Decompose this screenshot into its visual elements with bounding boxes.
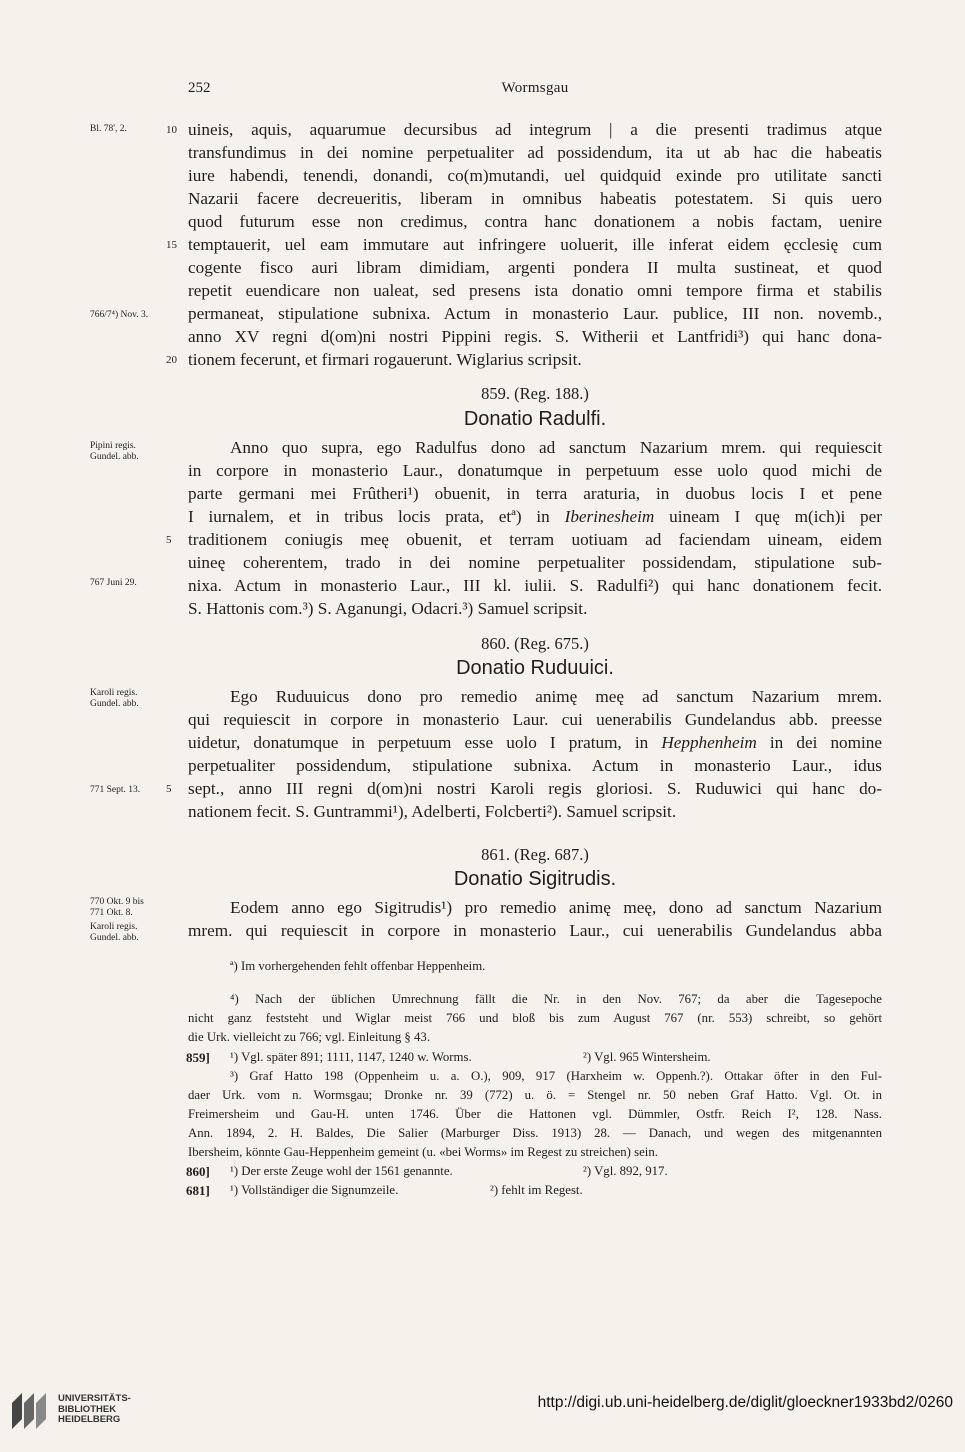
footnote: ³) Graf Hatto 198 (Oppenheim u. a. O.), 909, 917 (Harxheim w. Oppenh.?). Ottakar öfter in den Ful-	[230, 1069, 882, 1083]
text-line: S. Hattonis com.³) S. Aganungi, Odacri.³) Samuel scripsit.	[188, 599, 588, 618]
footnote: Freimersheim und Gau-H. unten 1746. Über die Hattonen vgl. Dümmler, Ostfr. Reich I², 128. Nass.	[188, 1107, 882, 1121]
section-title: Donatio Radulfi.	[463, 408, 607, 430]
text-line: anno XV regni d(om)ni nostri Pippini regis. S. Witherii et Lantfridi³) qui hanc dona-	[188, 327, 882, 346]
text-line: I iurnalem, et in tribus locis prata, etª) in Iberinesheim uineam I quę m(ich)i per	[188, 507, 883, 526]
text-line: in corpore in monasterio Laur., donatumque in perpetuum esse uolo quod michi de	[188, 461, 882, 480]
running-title: Wormsgau	[501, 80, 569, 96]
line-number: 10	[166, 124, 177, 136]
margin-note: Gundel. abb.	[90, 933, 139, 943]
margin-note: Pipini regis.	[90, 441, 136, 451]
text-line: nixa. Actum in monasterio Laur., III kl. iulii. S. Radulfi²) qui hanc donationem fecit.	[188, 576, 882, 595]
text-line: Nazarii facere decreueritis, liberam in omnibus habeatis potestatem. Si quis uero	[188, 189, 882, 208]
line-number: 5	[166, 783, 172, 795]
document-page: 252 Wormsgau Bl. 78', 2. 766/7⁴) Nov. 3. Pipini regis. Gundel. abb. 767 Juni 29. Karoli regis. Gundel. abb. 771 Sept. 13. 770 Okt. 9 bis 771 Okt. 8. Karoli regis. Gundel. abb. 10 uineis, aquis, aquarumue decursibus ad integrum | a die presenti tradimus atque transfundimus in dei nomine perpetualiter ad possidendum, ita ut ab hac die habeatis iure habendi, tenendi, donandi, co(m)mutandi, uel quidquid exinde pro utilitate sancti Nazarii facere decreueritis, liberam in omnibus habeatis potestatem. Si quis uero quod futurum esse non credimus, contra hanc donationem a nobis factam, uenire 15 temptauerit, uel eam immutare aut infringere uoluerit, ille inferat eidem ęcclesię cum cogente fisco auri libram dimidiam, argenti pondera II multa sustineat, et quod repetit euendicare non ualeat, sed presens ista donatio omni tempore firma et stabilis permaneat, stipulatione subnixa. Actum in monasterio Laur. publice, III non. novemb., anno XV regni d(om)ni nostri Pippini regis. S. Witherii et Lantfridi³) qui hanc dona- 20 tionem fecerunt, et firmari rogauerunt. Wiglarius scripsit. 859. (Reg. 188.) Donatio Radulfi. Anno quo supra, ego Radulfus dono ad sanctum Nazarium mrem. qui requiescit in corpore in monasterio Laur., donatumque in perpetuum esse uolo quod michi de parte germani mei Frûtheri¹) obuenit, in terra araturia, in duobus locis I et pene I iurnalem, et in tribus locis prata, etª) in Iberinesheim uineam I quę m(ich)i per 5 traditionem coniugis meę obuenit, et terram uotiuam ad faciendam uineam, eidem uineę coherentem, trado in dei nomine perpetualiter possidendam, stipulatione sub- nixa. Actum in monasterio Laur., III kl. iulii. S. Radulfi²) qui hanc donationem fecit. S. Hattonis com.³) S. Aganungi, Odacri.³) Samuel scripsit. 860. (Reg. 675.) Donatio Ruduuici. Ego Ruduuicus dono pro remedio animę meę ad sanctum Nazarium mrem. qui requiescit in corpore in monasterio Laur. cui uenerabilis Gundelandus abb. preesse uidetur, donatumque in perpetuum esse uolo I pratum, in Hepphenheim in dei nomine perpetualiter possidendum, stipulatione subnixa. Actum in monasterio Laur., idus 5 sept., anno III regni d(om)ni nostri Karoli regis gloriosi. S. Ruduwici qui hanc do- nationem fecit. S. Guntrammi¹), Adelberti, Folcberti²). Samuel scripsit. 861. (Reg. 687.) Donatio Sigitrudis. Eodem anno ego Sigitrudis¹) pro remedio animę meę, dono ad sanctum Nazarium mrem. qui requiescit in corpore in monasterio Laur., cui uenerabilis Gundelandus abba ª) Im vorhergehenden fehlt offenbar Heppenheim. ⁴) Nach der üblichen Umrechnung fällt die Nr. in den Nov. 767; da aber die Tagesepoche nicht ganz feststeht und Wiglar meist 766 und bloß bis zum August 767 (nr. 553) schreibt, so gehört die Urk. vielleicht zu 766; vgl. Einleitung § 43. 859] ¹) Vgl. später 891; 1111, 1147, 1240 w. Worms. ²) Vgl. 965 Wintersheim. ³) Graf Hatto 198 (Oppenheim u. a. O.), 909, 917 (Harxheim w. Oppenh.?). Ottakar öfter in den Ful- daer Urk. vom n. Wormsgau; Dronke nr. 39 (772) u. ö. = Stengel nr. 50 neben Graf Hatto. Vgl. Ot. in Freimersheim und Gau-H. unten 1746. Über die Hattonen vgl. Dümmler, Ostfr. Reich I², 128. Nass. Ann. 1894, 2. H. Baldes, Die Salier (Marburger Diss. 1913) 28. — Danach, und wegen des mitgenannten Ibersheim, könnte Gau-Heppenheim gemeint (u. «bei Worms» im Regest zu streichen) sein. 860] ¹) Der erste Zeuge wohl der 1561 genannte. ²) Vgl. 892, 917. 681] ¹) Vollständiger die Signumzeile. ²) fehlt im Regest. UNIVERSITÄTS- BIBLIOTHEK HEIDELBERG http://digi.ub.uni-heidelberg.de/diglit/gloeckner1933bd2/0260	[0, 0, 965, 1452]
text-line: transfundimus in dei nomine perpetualiter ad possidendum, ita ut ab hac die habeatis	[188, 143, 882, 162]
text-line: parte germani mei Frûtheri¹) obuenit, in terra araturia, in duobus locis I et pene	[188, 484, 882, 503]
text-line: perpetualiter possidendum, stipulatione subnixa. Actum in monasterio Laur., idus	[188, 756, 882, 775]
text-line: permaneat, stipulatione subnixa. Actum in monasterio Laur. publice, III non. novemb.,	[188, 304, 882, 323]
footnote-label: 859]	[186, 1050, 210, 1065]
source-url-link[interactable]: http://digi.ub.uni-heidelberg.de/diglit/gloeckner1933bd2/0260	[537, 1394, 953, 1411]
text-line: mrem. qui requiescit in corpore in monasterio Laur., cui uenerabilis Gundelandus abba	[188, 921, 882, 940]
margin-note: 766/7⁴) Nov. 3.	[90, 310, 149, 320]
line-number: 15	[166, 239, 177, 251]
footnote: daer Urk. vom n. Wormsgau; Dronke nr. 39 (772) u. ö. = Stengel nr. 50 neben Graf Hatto. Vgl. Ot. in	[188, 1088, 882, 1102]
text-line: 20 tionem fecerunt, et firmari rogauerunt. Wiglarius scripsit.	[188, 348, 882, 372]
margin-note: 770 Okt. 9 bis	[90, 897, 144, 907]
line-number: 5	[166, 534, 172, 546]
text-line: 15 temptauerit, uel eam immutare aut infringere uoluerit, ille inferat eidem ęcclesię cum	[188, 233, 882, 257]
text-line: Anno quo supra, ego Radulfus dono ad sanctum Nazarium mrem. qui requiescit	[230, 438, 882, 457]
text-line: 5 sept., anno III regni d(om)ni nostri Karoli regis gloriosi. S. Ruduwici qui hanc do-	[188, 777, 882, 801]
text-line: 5 traditionem coniugis meę obuenit, et terram uotiuam ad faciendam uineam, eidem	[188, 528, 882, 552]
text-line: quod futurum esse non credimus, contra hanc donationem a nobis factam, uenire	[188, 212, 882, 231]
footnote: ª) Im vorhergehenden fehlt offenbar Heppenheim.	[230, 959, 486, 973]
text-line: nationem fecit. S. Guntrammi¹), Adelberti, Folcberti²). Samuel scripsit.	[188, 802, 677, 821]
text-line: cogente fisco auri libram dimidiam, argenti pondera II multa sustineat, et quod	[188, 258, 882, 277]
place-name: Hepphenheim	[661, 733, 757, 752]
register-number: 860. (Reg. 675.)	[481, 634, 589, 653]
margin-note: 767 Juni 29.	[90, 578, 137, 588]
page-number: 252	[188, 80, 211, 96]
line-number: 20	[166, 354, 177, 366]
margin-note: Gundel. abb.	[90, 699, 139, 709]
text-line: Ego Ruduuicus dono pro remedio animę meę ad sanctum Nazarium mrem.	[230, 687, 882, 706]
register-number: 859. (Reg. 188.)	[481, 384, 589, 403]
text-line: uidetur, donatumque in perpetuum esse uolo I pratum, in Hepphenheim in dei nomine	[188, 733, 883, 752]
library-footer	[0, 1386, 965, 1452]
footnote: Ann. 1894, 2. H. Baldes, Die Salier (Marburger Diss. 1913) 28. — Danach, und wegen des mitgenannten	[188, 1126, 882, 1140]
margin-note: Karoli regis.	[90, 922, 138, 932]
margin-note: 771 Sept. 13.	[90, 785, 141, 795]
text-line: qui requiescit in corpore in monasterio Laur. cui uenerabilis Gundelandus abb. preesse	[188, 710, 882, 729]
section-title: Donatio Ruduuici.	[456, 657, 614, 679]
text-line: Eodem anno ego Sigitrudis¹) pro remedio animę meę, dono ad sanctum Nazarium	[230, 898, 882, 917]
register-number: 861. (Reg. 687.)	[481, 845, 589, 864]
place-name: Iberinesheim	[564, 507, 655, 526]
footnote: nicht ganz feststeht und Wiglar meist 766 und bloß bis zum August 767 (nr. 553) schreibt, so gehört	[188, 1011, 882, 1025]
footnote-label: 681]	[186, 1183, 210, 1198]
margin-note: 771 Okt. 8.	[90, 908, 133, 918]
text-line: repetit euendicare non ualeat, sed presens ista donatio omni tempore firma et stabilis	[188, 281, 882, 300]
text-line: iure habendi, tenendi, donandi, co(m)mutandi, uel quidquid exinde pro utilitate sancti	[188, 166, 882, 185]
margin-note: Bl. 78', 2.	[90, 124, 127, 134]
text-line: uineę coherentem, trado in dei nomine perpetualiter possidendam, stipulatione sub-	[188, 553, 882, 572]
footnote: die Urk. vielleicht zu 766; vgl. Einleitung § 43.	[188, 1030, 431, 1044]
footnote-label: 860]	[186, 1164, 210, 1179]
library-logo-text: UNIVERSITÄTS- BIBLIOTHEK HEIDELBERG	[58, 1393, 131, 1425]
text-line: 10 uineis, aquis, aquarumue decursibus ad integrum | a die presenti tradimus atque	[188, 118, 882, 142]
margin-note: Karoli regis.	[90, 688, 138, 698]
footnote: ⁴) Nach der üblichen Umrechnung fällt die Nr. in den Nov. 767; da aber die Tagesepoche	[230, 992, 882, 1006]
library-logo-icon	[8, 1389, 52, 1433]
section-title: Donatio Sigitrudis.	[453, 868, 617, 890]
footnote: Ibersheim, könnte Gau-Heppenheim gemeint (u. «bei Worms» im Regest zu streichen) sein.	[188, 1145, 658, 1159]
margin-note: Gundel. abb.	[90, 452, 139, 462]
